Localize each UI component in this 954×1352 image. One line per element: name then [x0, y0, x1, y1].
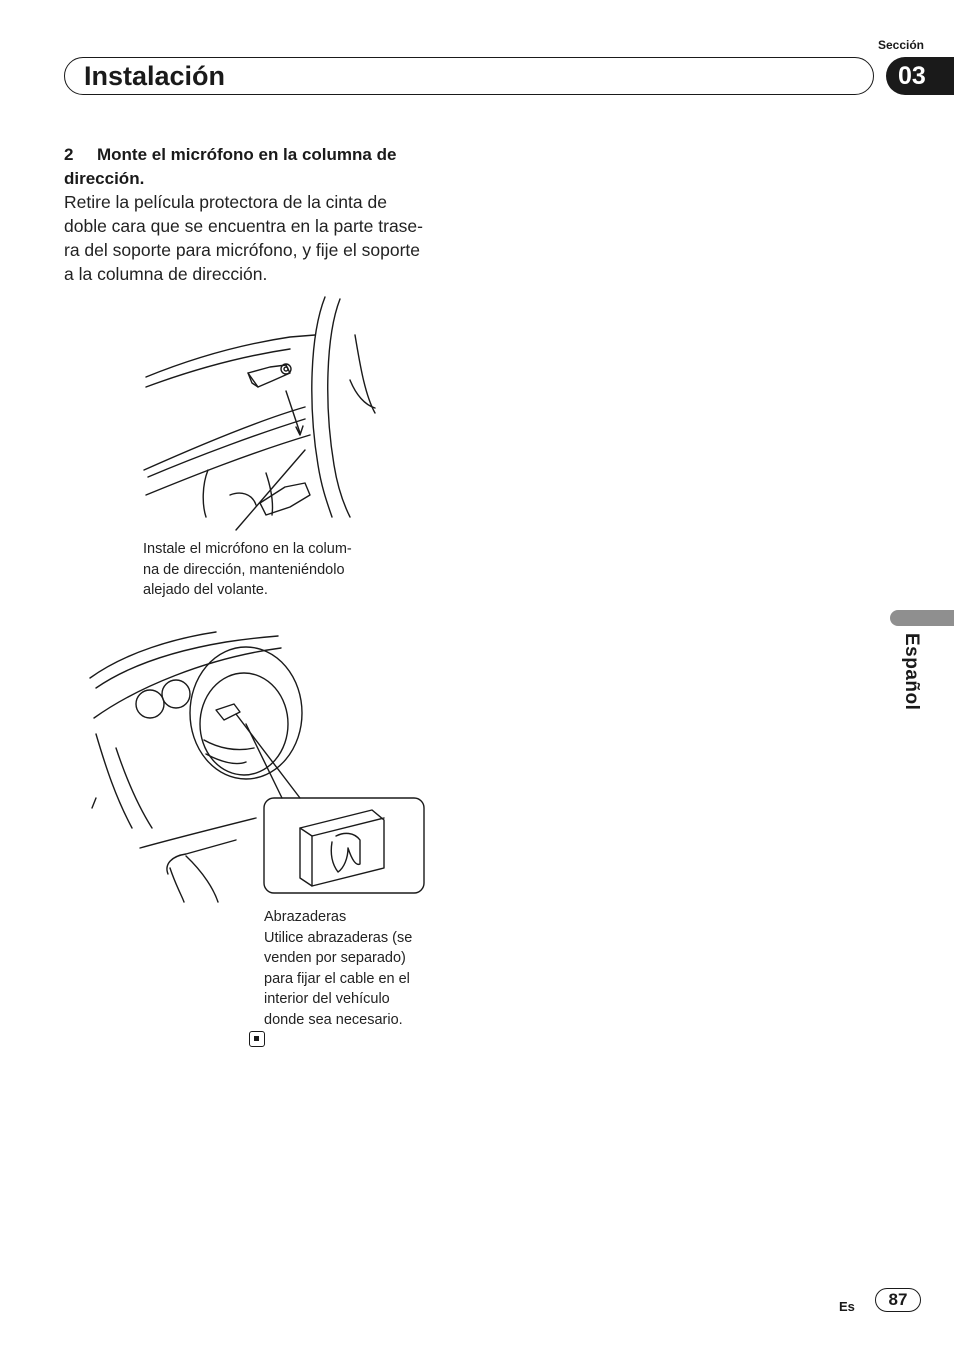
caption-line: alejado del volante.: [143, 582, 268, 598]
step-body: [64, 190, 456, 286]
language-tab-label: Español: [901, 633, 922, 711]
section-number-badge: 03: [886, 57, 954, 95]
step-body-line: doble cara que se encuentra en la parte trase-: [64, 216, 423, 236]
section-label: Sección: [877, 38, 925, 52]
page-title: Instalación: [84, 61, 226, 91]
page-number: 87: [875, 1288, 921, 1312]
caption-line: venden por separado): [264, 950, 406, 966]
steering-column-illustration: [140, 295, 380, 535]
caption-line: Instale el micrófono en la colum-: [143, 541, 352, 557]
figure1-caption: [143, 539, 383, 601]
dashboard-clamp-illustration: [86, 628, 432, 904]
caption-line: donde sea necesario.: [264, 1011, 403, 1028]
caption-line: interior del vehículo: [264, 991, 390, 1007]
step-number: 2: [64, 145, 74, 164]
caption-line: na de dirección, manteniéndolo: [143, 561, 345, 578]
step-body-line: ra del soporte para micrófono, y fije el soporte: [64, 240, 421, 260]
footer-language-code: Es: [839, 1299, 855, 1314]
language-tab: [890, 610, 954, 626]
step-title: Monte el micrófono en la columna de dirección.: [64, 145, 397, 188]
figure2-caption: [264, 907, 434, 1030]
caption-line: Utilice abrazaderas (se: [264, 929, 413, 946]
step-body-line: Retire la película protectora de la cinta de: [64, 192, 387, 212]
step-body-line: a la columna de dirección.: [64, 264, 268, 284]
end-of-section-icon: [249, 1031, 265, 1047]
caption-line: para fijar el cable en el: [264, 970, 410, 987]
step-heading: [64, 143, 454, 191]
caption-title: Abrazaderas: [264, 909, 347, 925]
